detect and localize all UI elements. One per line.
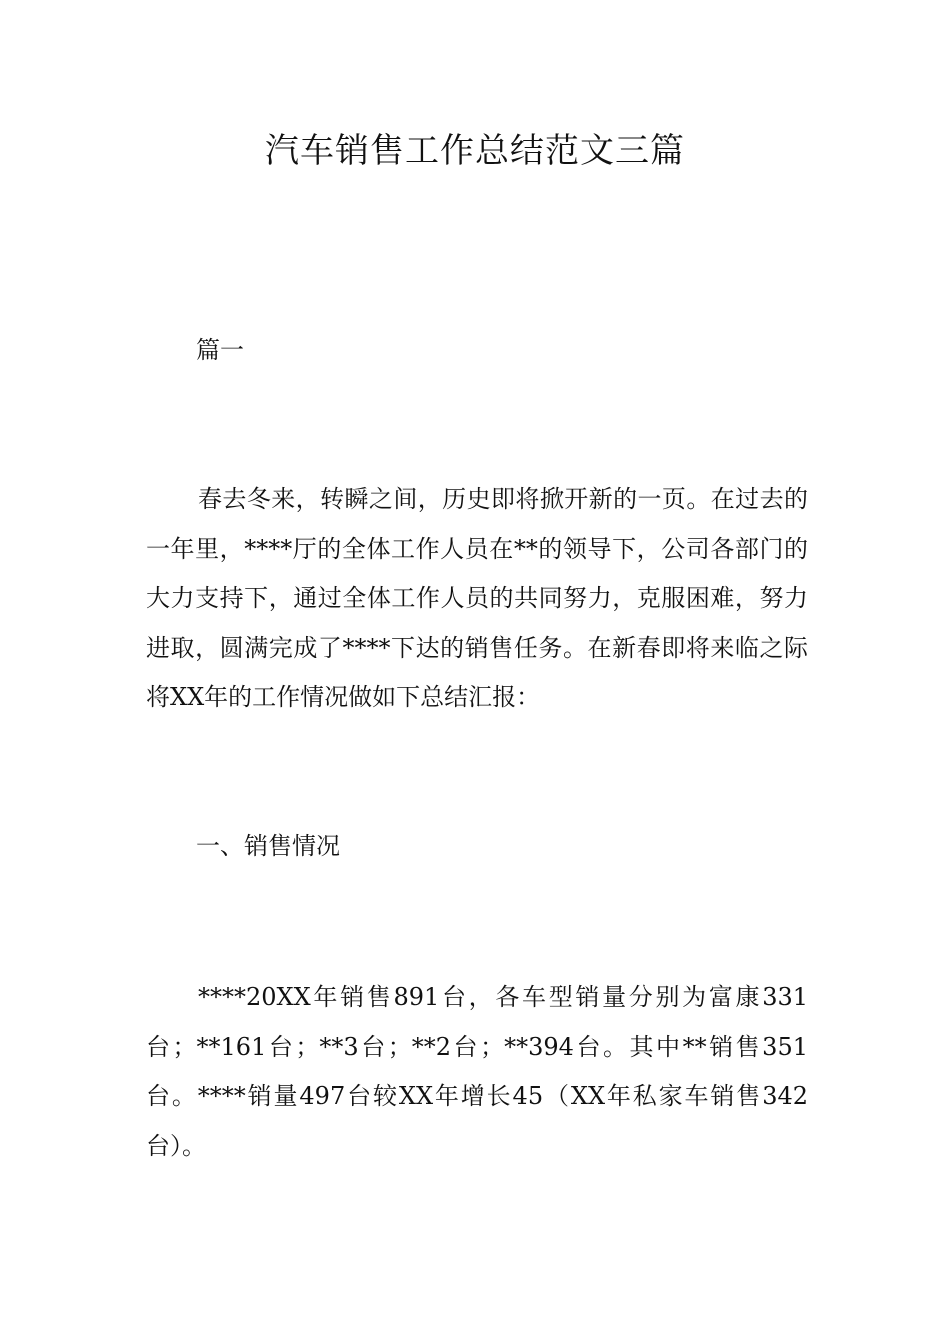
- sales-paragraph: ****20XX年销售891台，各车型销量分别为富康331台；**161台；**3台；**2台；**394台。其中**销售351台。****销量497台较XX年增长45（XX年私家车销售342台）。: [146, 983, 808, 1160]
- part-label: 篇一: [196, 336, 244, 364]
- document-title: 汽车销售工作总结范文三篇: [265, 131, 685, 171]
- section-heading: 一、销售情况: [196, 832, 340, 860]
- intro-paragraph: 春去冬来，转瞬之间，历史即将掀开新的一页。在过去的一年里，****厅的全体工作人员在**的领导下，公司各部门的大力支持下，通过全体工作人员的共同努力，克服困难，努力进取，圆满完成了****下达的销售任务。在新春即将来临之际将XX年的工作情况做如下总结汇报：: [146, 485, 808, 711]
